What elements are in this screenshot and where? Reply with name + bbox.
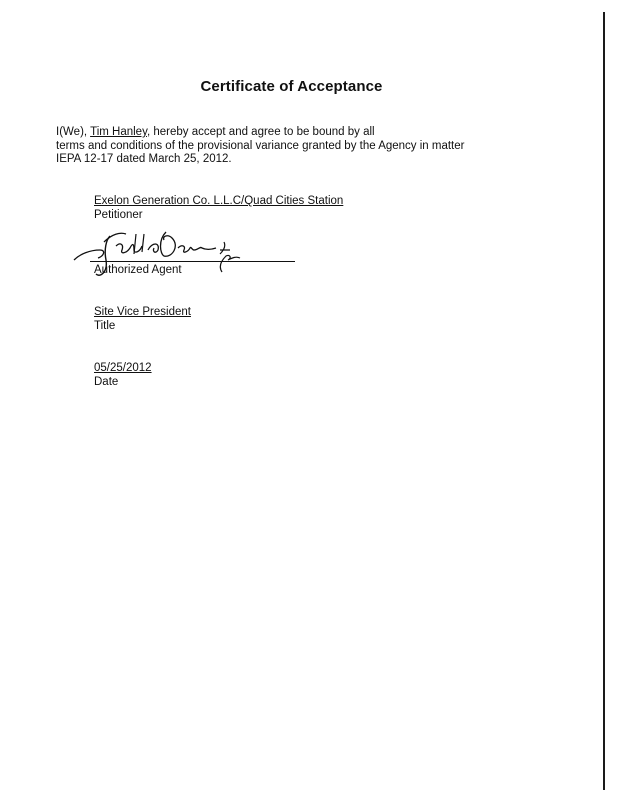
petitioner-value: Exelon Generation Co. L.L.C/Quad Cities Station xyxy=(94,195,344,207)
petitioner-caption: Petitioner xyxy=(94,209,143,221)
signature-caption: Authorized Agent xyxy=(94,264,182,276)
statement-prefix: I(We), xyxy=(56,126,91,138)
signature-block xyxy=(60,220,260,280)
title-field xyxy=(94,305,191,333)
scan-edge-mark xyxy=(603,660,605,665)
title-value: Site Vice President xyxy=(94,306,191,318)
document-title: Certificate of Acceptance xyxy=(200,78,383,95)
scan-edge-mark xyxy=(603,745,605,751)
statement-line-3: IEPA 12-17 dated March 25, 2012. xyxy=(56,153,232,165)
acceptance-statement xyxy=(56,126,526,167)
statement-suffix: , hereby accept and agree to be bound by all xyxy=(146,126,375,138)
scan-edge-mark xyxy=(603,480,605,486)
statement-line-2: terms and conditions of the provisional variance granted by the Agency in matter xyxy=(56,139,465,152)
date-caption: Date xyxy=(94,376,119,388)
scan-edge-line xyxy=(603,12,605,790)
signer-name: Tim Hanley xyxy=(90,126,147,138)
date-value: 05/25/2012 xyxy=(94,362,152,374)
signature-line xyxy=(90,261,295,262)
scan-edge-mark xyxy=(603,622,605,627)
date-field xyxy=(94,361,152,389)
statement-line-1 xyxy=(56,126,526,140)
title-caption: Title xyxy=(94,320,116,332)
petitioner-field xyxy=(94,194,343,222)
